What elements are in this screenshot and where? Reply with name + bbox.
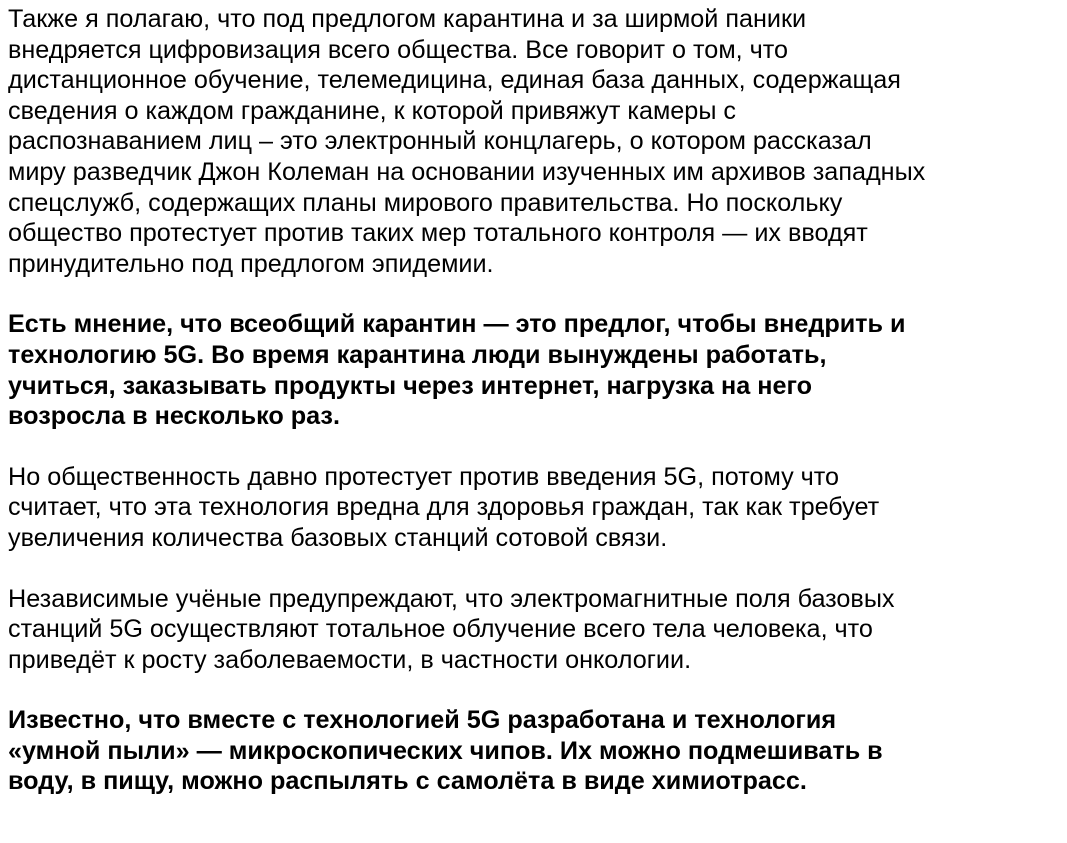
paragraph-digitalization: Также я полагаю, что под предлогом карантина и за ширмой паники внедряется цифровизация всего общества. Все говорит о том, что дистанционное обучение, телемедицина, единая база данных, содержащая сведения о каждом гражданине, к которой привяжут камеры с распознаванием лиц – это электронный концлагерь, о котором рассказал миру разведчик Джон Колеман на основании изученных им архивов западных спецслужб, содержащих планы мирового правительства. Но поскольку общество протестует против таких мер тотального контроля — их вводят принудительно под предлогом эпидемии. <box>8 5 926 278</box>
paragraph-smart-dust: Известно, что вместе с технологией 5G разработана и технология «умной пыли» — микроскопических чипов. Их можно подмешивать в воду, в пищу, можно распылять с самолёта в виде химиотрасс. <box>8 706 883 796</box>
paragraph-scientists-warning: Независимые учёные предупреждают, что электромагнитные поля базовых станций 5G осуществляют тотальное облучение всего тела человека, что приведёт к росту заболеваемости, в частности онкологии. <box>8 584 895 674</box>
paragraph-quarantine-5g: Есть мнение, что всеобщий карантин — это предлог, чтобы внедрить и технологию 5G. Во время карантина люди вынуждены работать, учиться, заказывать продукты через интернет, нагрузка на него возросла в несколько раз. <box>8 310 906 431</box>
paragraph-public-protest: Но общественность давно протестует против введения 5G, потому что считает, что эта технология вредна для здоровья граждан, так как требует увеличения количества базовых станций сотовой связи. <box>8 462 880 552</box>
